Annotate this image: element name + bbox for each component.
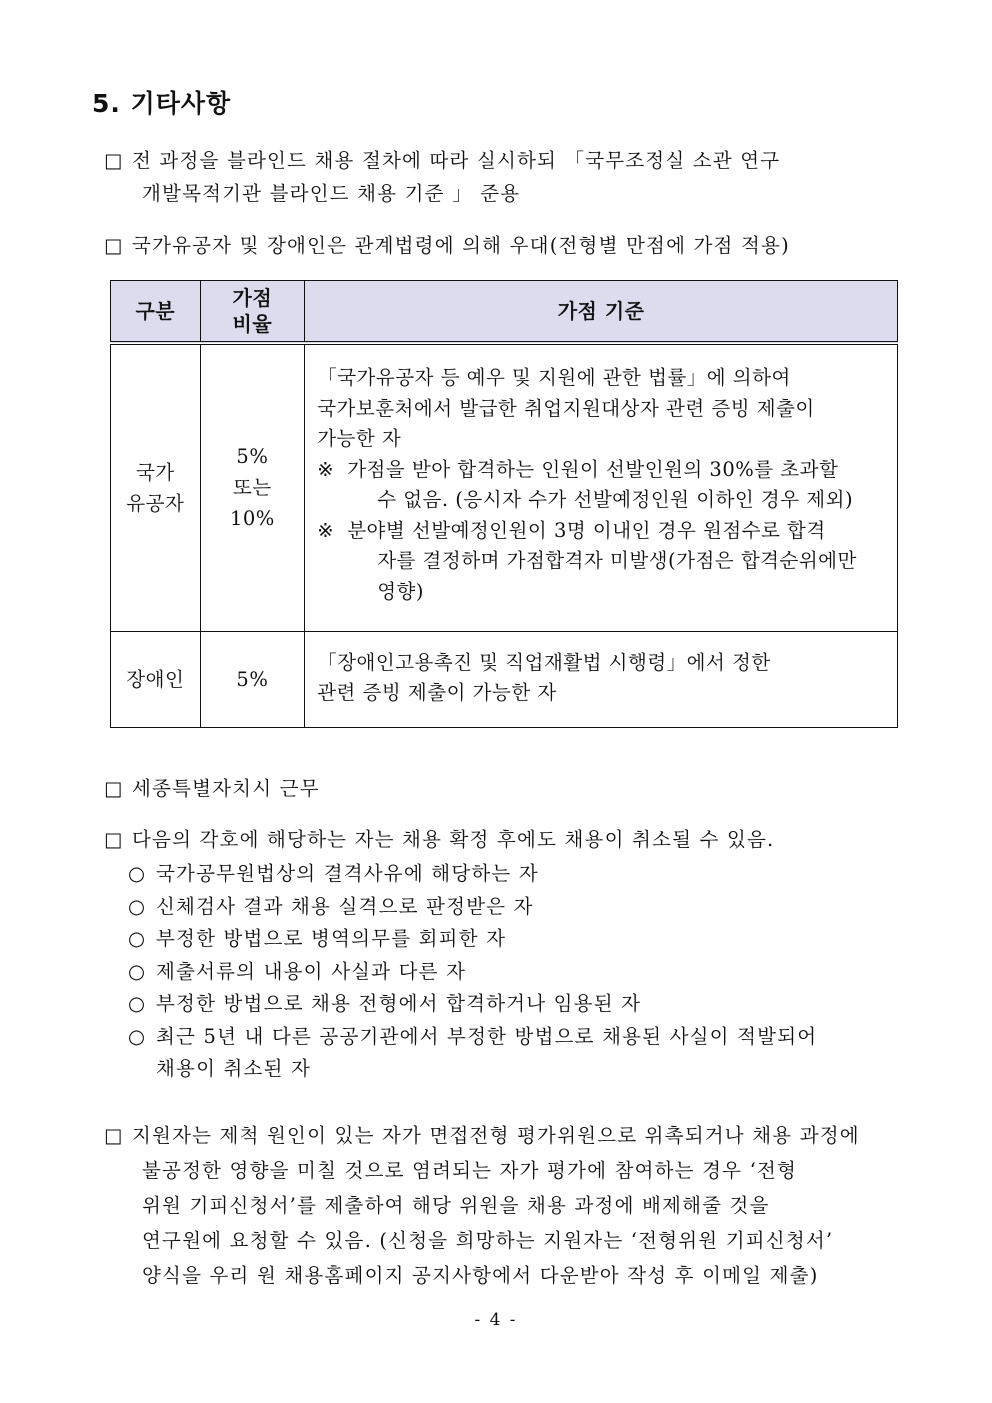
checkbox-marker: □ bbox=[104, 234, 124, 257]
circle-bullet-icon: ○ bbox=[128, 1024, 147, 1048]
cell-text: 또는 bbox=[233, 476, 272, 500]
item-preference bbox=[104, 229, 790, 262]
criteria-note bbox=[317, 516, 887, 608]
page-number: - 4 - bbox=[474, 1310, 518, 1330]
list-item bbox=[128, 1021, 817, 1054]
item-text-line: 다음의 각호에 해당하는 자는 채용 확정 후에도 채용이 취소될 수 있음. bbox=[132, 828, 775, 851]
table-row bbox=[111, 631, 898, 727]
list-item-text: 제출서류의 내용이 사실과 다른 자 bbox=[156, 959, 467, 983]
item-work-location bbox=[104, 772, 320, 805]
cell-ratio bbox=[200, 343, 305, 631]
cell-criteria bbox=[305, 343, 898, 631]
circle-bullet-icon: ○ bbox=[128, 992, 147, 1015]
list-item-text: 국가공무원법상의 결격사유에 해당하는 자 bbox=[156, 862, 539, 885]
item-text-line: 불공정한 영향을 미칠 것으로 염려되는 자가 평가에 참여하는 경우 ‘전형 bbox=[142, 1159, 798, 1182]
note-line: 가점을 받아 합격하는 인원이 선발인원의 30%를 초과할 bbox=[347, 457, 839, 481]
checkbox-marker: □ bbox=[104, 149, 124, 172]
criteria-line: 「국가유공자 등 예우 및 지원에 관한 법률」에 의하여 bbox=[317, 366, 791, 389]
circle-bullet-icon: ○ bbox=[128, 894, 147, 918]
list-item bbox=[128, 956, 817, 989]
reference-mark-icon: ※ bbox=[317, 457, 335, 481]
list-item-text: 최근 5년 내 다른 공공기관에서 부정한 방법으로 채용된 사실이 적발되어 bbox=[156, 1024, 818, 1048]
circle-bullet-icon: ○ bbox=[128, 959, 147, 983]
list-item bbox=[128, 858, 817, 891]
reference-mark-icon: ※ bbox=[317, 518, 335, 542]
item-text-line: 지원자는 제척 원인이 있는 자가 면접전형 평가위원으로 위촉되거나 채용 과정에 bbox=[132, 1124, 860, 1147]
list-item-text: 부정한 방법으로 병역의무를 회피한 자 bbox=[156, 927, 507, 950]
cell-text: 5% bbox=[236, 445, 269, 469]
cell-text: 10% bbox=[229, 507, 275, 531]
cell-category: 장애인 bbox=[111, 631, 201, 727]
checkbox-marker: □ bbox=[104, 1124, 124, 1147]
item-cancellation bbox=[104, 823, 774, 856]
section-heading: 5. 기타사항 bbox=[92, 89, 232, 118]
header-ratio-line: 비율 bbox=[232, 312, 273, 336]
note-line: 수 없음. (응시자 수가 선발예정인원 이하인 경우 제외) bbox=[377, 488, 854, 511]
header-category: 구분 bbox=[111, 281, 201, 344]
list-item-text: 채용이 취소된 자 bbox=[156, 1057, 312, 1080]
item-blind-recruitment bbox=[104, 144, 780, 210]
note-line: 영향) bbox=[377, 579, 424, 603]
cell-text: 유공자 bbox=[126, 491, 185, 515]
item-text-line: 전 과정을 블라인드 채용 절차에 따라 실시하되 「국무조정실 소관 연구 bbox=[132, 149, 781, 172]
list-item bbox=[128, 891, 817, 924]
item-recusal bbox=[104, 1118, 860, 1293]
bonus-points-table bbox=[110, 280, 898, 728]
item-text-line: 국가유공자 및 장애인은 관계법령에 의해 우대(전형별 만점에 가점 적용) bbox=[132, 234, 790, 257]
criteria-line: 가능한 자 bbox=[317, 427, 402, 450]
item-text-line: 세종특별자치시 근무 bbox=[132, 777, 320, 800]
checkbox-marker: □ bbox=[104, 828, 124, 851]
cell-text: 국가 bbox=[135, 460, 175, 484]
note-line: 자를 결정하며 가점합격자 미발생(가점은 합격순위에만 bbox=[377, 549, 857, 572]
item-text-line: 연구원에 요청할 수 있음. (신청을 희망하는 지원자는 ‘전형위원 기피신청서’ bbox=[142, 1229, 834, 1252]
note-line: 분야별 선발예정인원이 3명 이내인 경우 원점수로 합격 bbox=[347, 518, 826, 542]
circle-bullet-icon: ○ bbox=[128, 862, 147, 885]
cell-category bbox=[111, 343, 201, 631]
list-item bbox=[128, 923, 817, 956]
list-item-text: 신체검사 결과 채용 실격으로 판정받은 자 bbox=[156, 894, 534, 918]
criteria-line: 국가보훈처에서 발급한 취업지원대상자 관련 증빙 제출이 bbox=[317, 396, 815, 420]
criteria-line: 관련 증빙 제출이 가능한 자 bbox=[317, 681, 557, 704]
header-ratio-line: 가점 bbox=[232, 286, 273, 310]
header-ratio bbox=[200, 281, 305, 344]
item-text-line: 개발목적기관 블라인드 채용 기준 」 준용 bbox=[142, 182, 521, 205]
item-text-line: 위원 기피신청서’를 제출하여 해당 위원을 채용 과정에 배제해줄 것을 bbox=[142, 1194, 770, 1217]
header-criteria: 가점 기준 bbox=[305, 281, 898, 344]
cancel-reasons-list bbox=[128, 858, 817, 1086]
criteria-note bbox=[317, 455, 887, 516]
cell-ratio: 5% bbox=[200, 631, 305, 727]
item-text-line: 양식을 우리 원 채용홈페이지 공지사항에서 다운받아 작성 후 이메일 제출) bbox=[142, 1264, 819, 1287]
cell-criteria bbox=[305, 631, 898, 727]
table-header-row bbox=[111, 281, 898, 344]
checkbox-marker: □ bbox=[104, 777, 124, 800]
criteria-line: 「장애인고용촉진 및 직업재활법 시행령」에서 정한 bbox=[317, 650, 771, 674]
table-row bbox=[111, 343, 898, 631]
circle-bullet-icon: ○ bbox=[128, 927, 147, 950]
list-item bbox=[128, 988, 817, 1021]
list-item-text: 부정한 방법으로 채용 전형에서 합격하거나 임용된 자 bbox=[156, 992, 642, 1015]
